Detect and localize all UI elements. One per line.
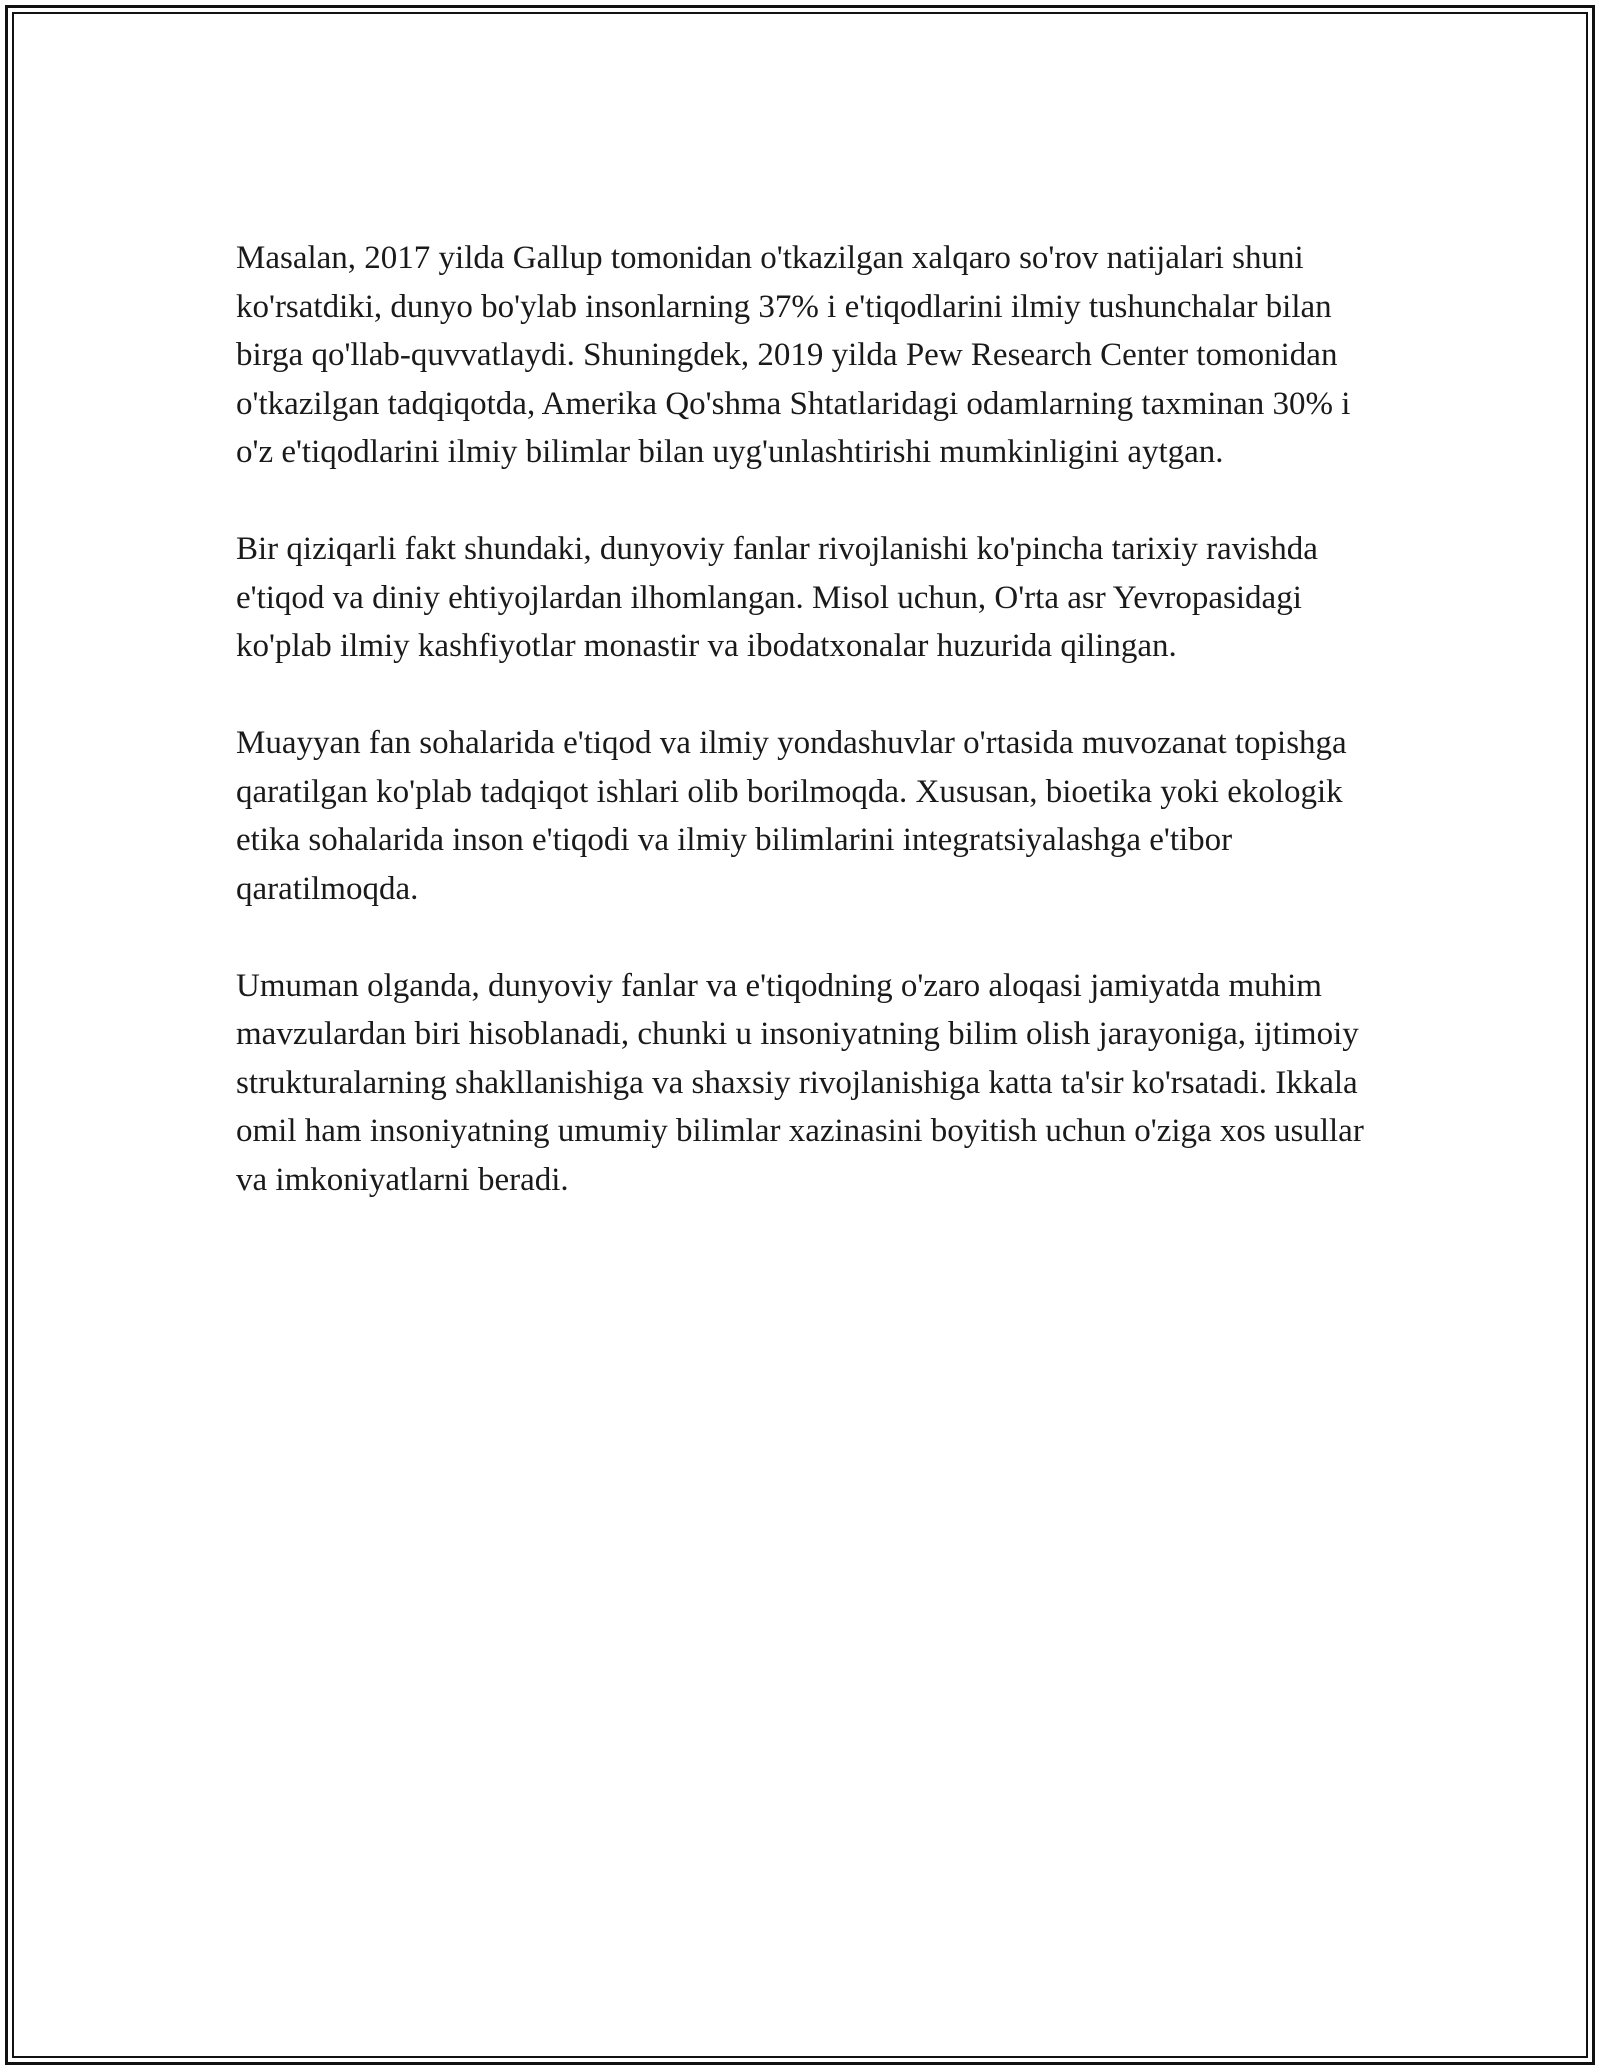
paragraph-4: Umuman olganda, dunyoviy fanlar va e'tiqodning o'zaro aloqasi jamiyatda muhim mavzulardan biri hisoblanadi, chunki u insoniyatning bilim olish jarayoniga, ijtimoiy strukturalarning shakllanishiga va shaxsiy rivojlanishiga katta ta'sir ko'rsatadi. Ikkala omil ham insoniyatning umumiy bilimlar xazinasini boyitish uchun o'ziga xos usullar va imkoniyatlarni beradi. bbox=[236, 967, 1364, 1198]
paragraph-1: Masalan, 2017 yilda Gallup tomonidan o'tkazilgan xalqaro so'rov natijalari shuni ko'rsatdiki, dunyo bo'ylab insonlarning 37% i e'tiqodlarini ilmiy tushunchalar bilan birga qo'llab-quvvatlaydi. Shuningdek, 2019 yilda Pew Research Center tomonidan o'tkazilgan tadqiqotda, Amerika Qo'shma Shtatlaridagi odamlarning taxminan 30% i o'z e'tiqodlarini ilmiy bilimlar bilan uyg'unlashtirishi mumkinligini aytgan. bbox=[236, 240, 1351, 470]
paragraph-2: Bir qiziqarli fakt shundaki, dunyoviy fanlar rivojlanishi ko'pincha tarixiy ravishda e'tiqod va diniy ehtiyojlardan ilhomlangan. Misol uchun, O'rta asr Yevropasidagi ko'plab ilmiy kashfiyotlar monastir va ibodatxonalar huzurida qilingan. bbox=[236, 531, 1318, 664]
paragraph-3: Muayyan fan sohalarida e'tiqod va ilmiy yondashuvlar o'rtasida muvozanat topishga qaratilgan ko'plab tadqiqot ishlari olib borilmoqda. Xususan, bioetika yoki ekologik etika sohalarida inson e'tiqodi va ilmiy bilimlarini integratsiyalashga e'tibor qaratilmoqda. bbox=[236, 725, 1347, 907]
document-body bbox=[236, 234, 1386, 1204]
